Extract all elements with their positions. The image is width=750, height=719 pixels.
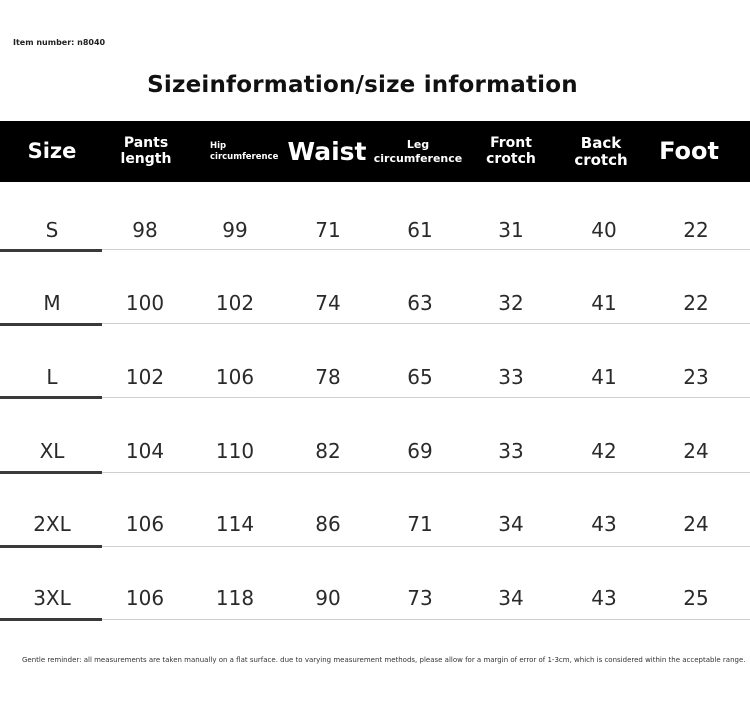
cell-foot: 23: [683, 365, 709, 389]
cell-hip: 110: [215, 439, 255, 463]
header-waist: [283, 121, 371, 182]
cell-pants-length: 106: [125, 586, 165, 610]
row-divider-accent: [0, 396, 102, 399]
cell-size: S: [45, 218, 59, 242]
cell-pants-length: 98: [132, 218, 158, 242]
cell-hip: 102: [215, 291, 255, 315]
row-divider-accent: [0, 618, 102, 621]
cell-leg: 69: [407, 439, 433, 463]
cell-front-crotch: 32: [498, 291, 524, 315]
cell-foot: 24: [683, 512, 709, 536]
cell-front-crotch: 34: [498, 586, 524, 610]
row-divider: [101, 397, 750, 398]
table-header: [0, 121, 750, 182]
cell-pants-length: 100: [125, 291, 165, 315]
cell-foot: 22: [683, 291, 709, 315]
cell-front-crotch: 33: [498, 439, 524, 463]
header-back-line1: Back: [580, 134, 622, 152]
cell-front-crotch: 34: [498, 512, 524, 536]
cell-hip: 118: [215, 586, 255, 610]
header-front-line2: crotch: [486, 150, 536, 167]
cell-hip: 99: [222, 218, 248, 242]
cell-waist: 78: [315, 365, 341, 389]
cell-waist: 74: [315, 291, 341, 315]
cell-foot: 24: [683, 439, 709, 463]
cell-leg: 65: [407, 365, 433, 389]
cell-front-crotch: 33: [498, 365, 524, 389]
header-front-line1: Front: [490, 135, 532, 152]
cell-foot: 25: [683, 586, 709, 610]
cell-size: 2XL: [33, 512, 71, 536]
row-divider: [101, 472, 750, 473]
cell-back-crotch: 41: [591, 365, 617, 389]
cell-hip: 106: [215, 365, 255, 389]
header-hip-circumference: [210, 121, 290, 182]
cell-back-crotch: 42: [591, 439, 617, 463]
header-size: [0, 121, 104, 182]
measurement-reminder: Gentle reminder: all measurements are taken manually on a flat surface. due to varying measurement methods, please allow for a margin of error of 1-3cm, which is considered within the acceptable range.: [22, 656, 746, 664]
header-hip-line1: Hip: [210, 141, 227, 152]
cell-waist: 90: [315, 586, 341, 610]
table-row: [0, 200, 750, 260]
cell-size: XL: [39, 439, 65, 463]
row-divider: [101, 323, 750, 324]
cell-leg: 61: [407, 218, 433, 242]
header-back-crotch: [556, 121, 646, 182]
cell-pants-length: 104: [125, 439, 165, 463]
cell-front-crotch: 31: [498, 218, 524, 242]
page-title: Sizeinformation/size information: [147, 72, 578, 98]
cell-back-crotch: 43: [591, 512, 617, 536]
cell-size: 3XL: [33, 586, 71, 610]
header-foot: [644, 121, 734, 182]
cell-pants-length: 102: [125, 365, 165, 389]
header-leg-circumference: [372, 121, 464, 182]
header-waist-label: Waist: [287, 136, 367, 166]
table-row: [0, 273, 750, 333]
row-divider: [101, 249, 750, 250]
cell-waist: 82: [315, 439, 341, 463]
row-divider-accent: [0, 249, 102, 252]
row-divider-accent: [0, 323, 102, 326]
cell-size: L: [46, 365, 58, 389]
table-row: [0, 494, 750, 554]
row-divider: [101, 619, 750, 620]
header-leg-line1: Leg: [406, 138, 430, 152]
row-divider: [101, 546, 750, 547]
row-divider-accent: [0, 471, 102, 474]
cell-waist: 86: [315, 512, 341, 536]
cell-back-crotch: 43: [591, 586, 617, 610]
cell-waist: 71: [315, 218, 341, 242]
header-size-label: Size: [27, 138, 77, 163]
header-back-line2: crotch: [574, 150, 628, 169]
header-front-crotch: [466, 121, 556, 182]
header-pants-length: [104, 121, 188, 182]
header-hip-line2: circumference: [210, 151, 279, 162]
cell-size: M: [43, 291, 61, 315]
header-pants-length-line2: length: [120, 150, 172, 167]
item-number: Item number: n8040: [13, 38, 106, 47]
cell-hip: 114: [215, 512, 255, 536]
table-row: [0, 347, 750, 407]
row-divider-accent: [0, 545, 102, 548]
cell-pants-length: 106: [125, 512, 165, 536]
cell-leg: 73: [407, 586, 433, 610]
cell-back-crotch: 41: [591, 291, 617, 315]
cell-foot: 22: [683, 218, 709, 242]
cell-leg: 71: [407, 512, 433, 536]
cell-leg: 63: [407, 291, 433, 315]
cell-back-crotch: 40: [591, 218, 617, 242]
header-leg-line2: circumference: [373, 151, 463, 165]
header-foot-label: Foot: [659, 137, 719, 166]
header-pants-length-line1: Pants: [123, 135, 169, 152]
